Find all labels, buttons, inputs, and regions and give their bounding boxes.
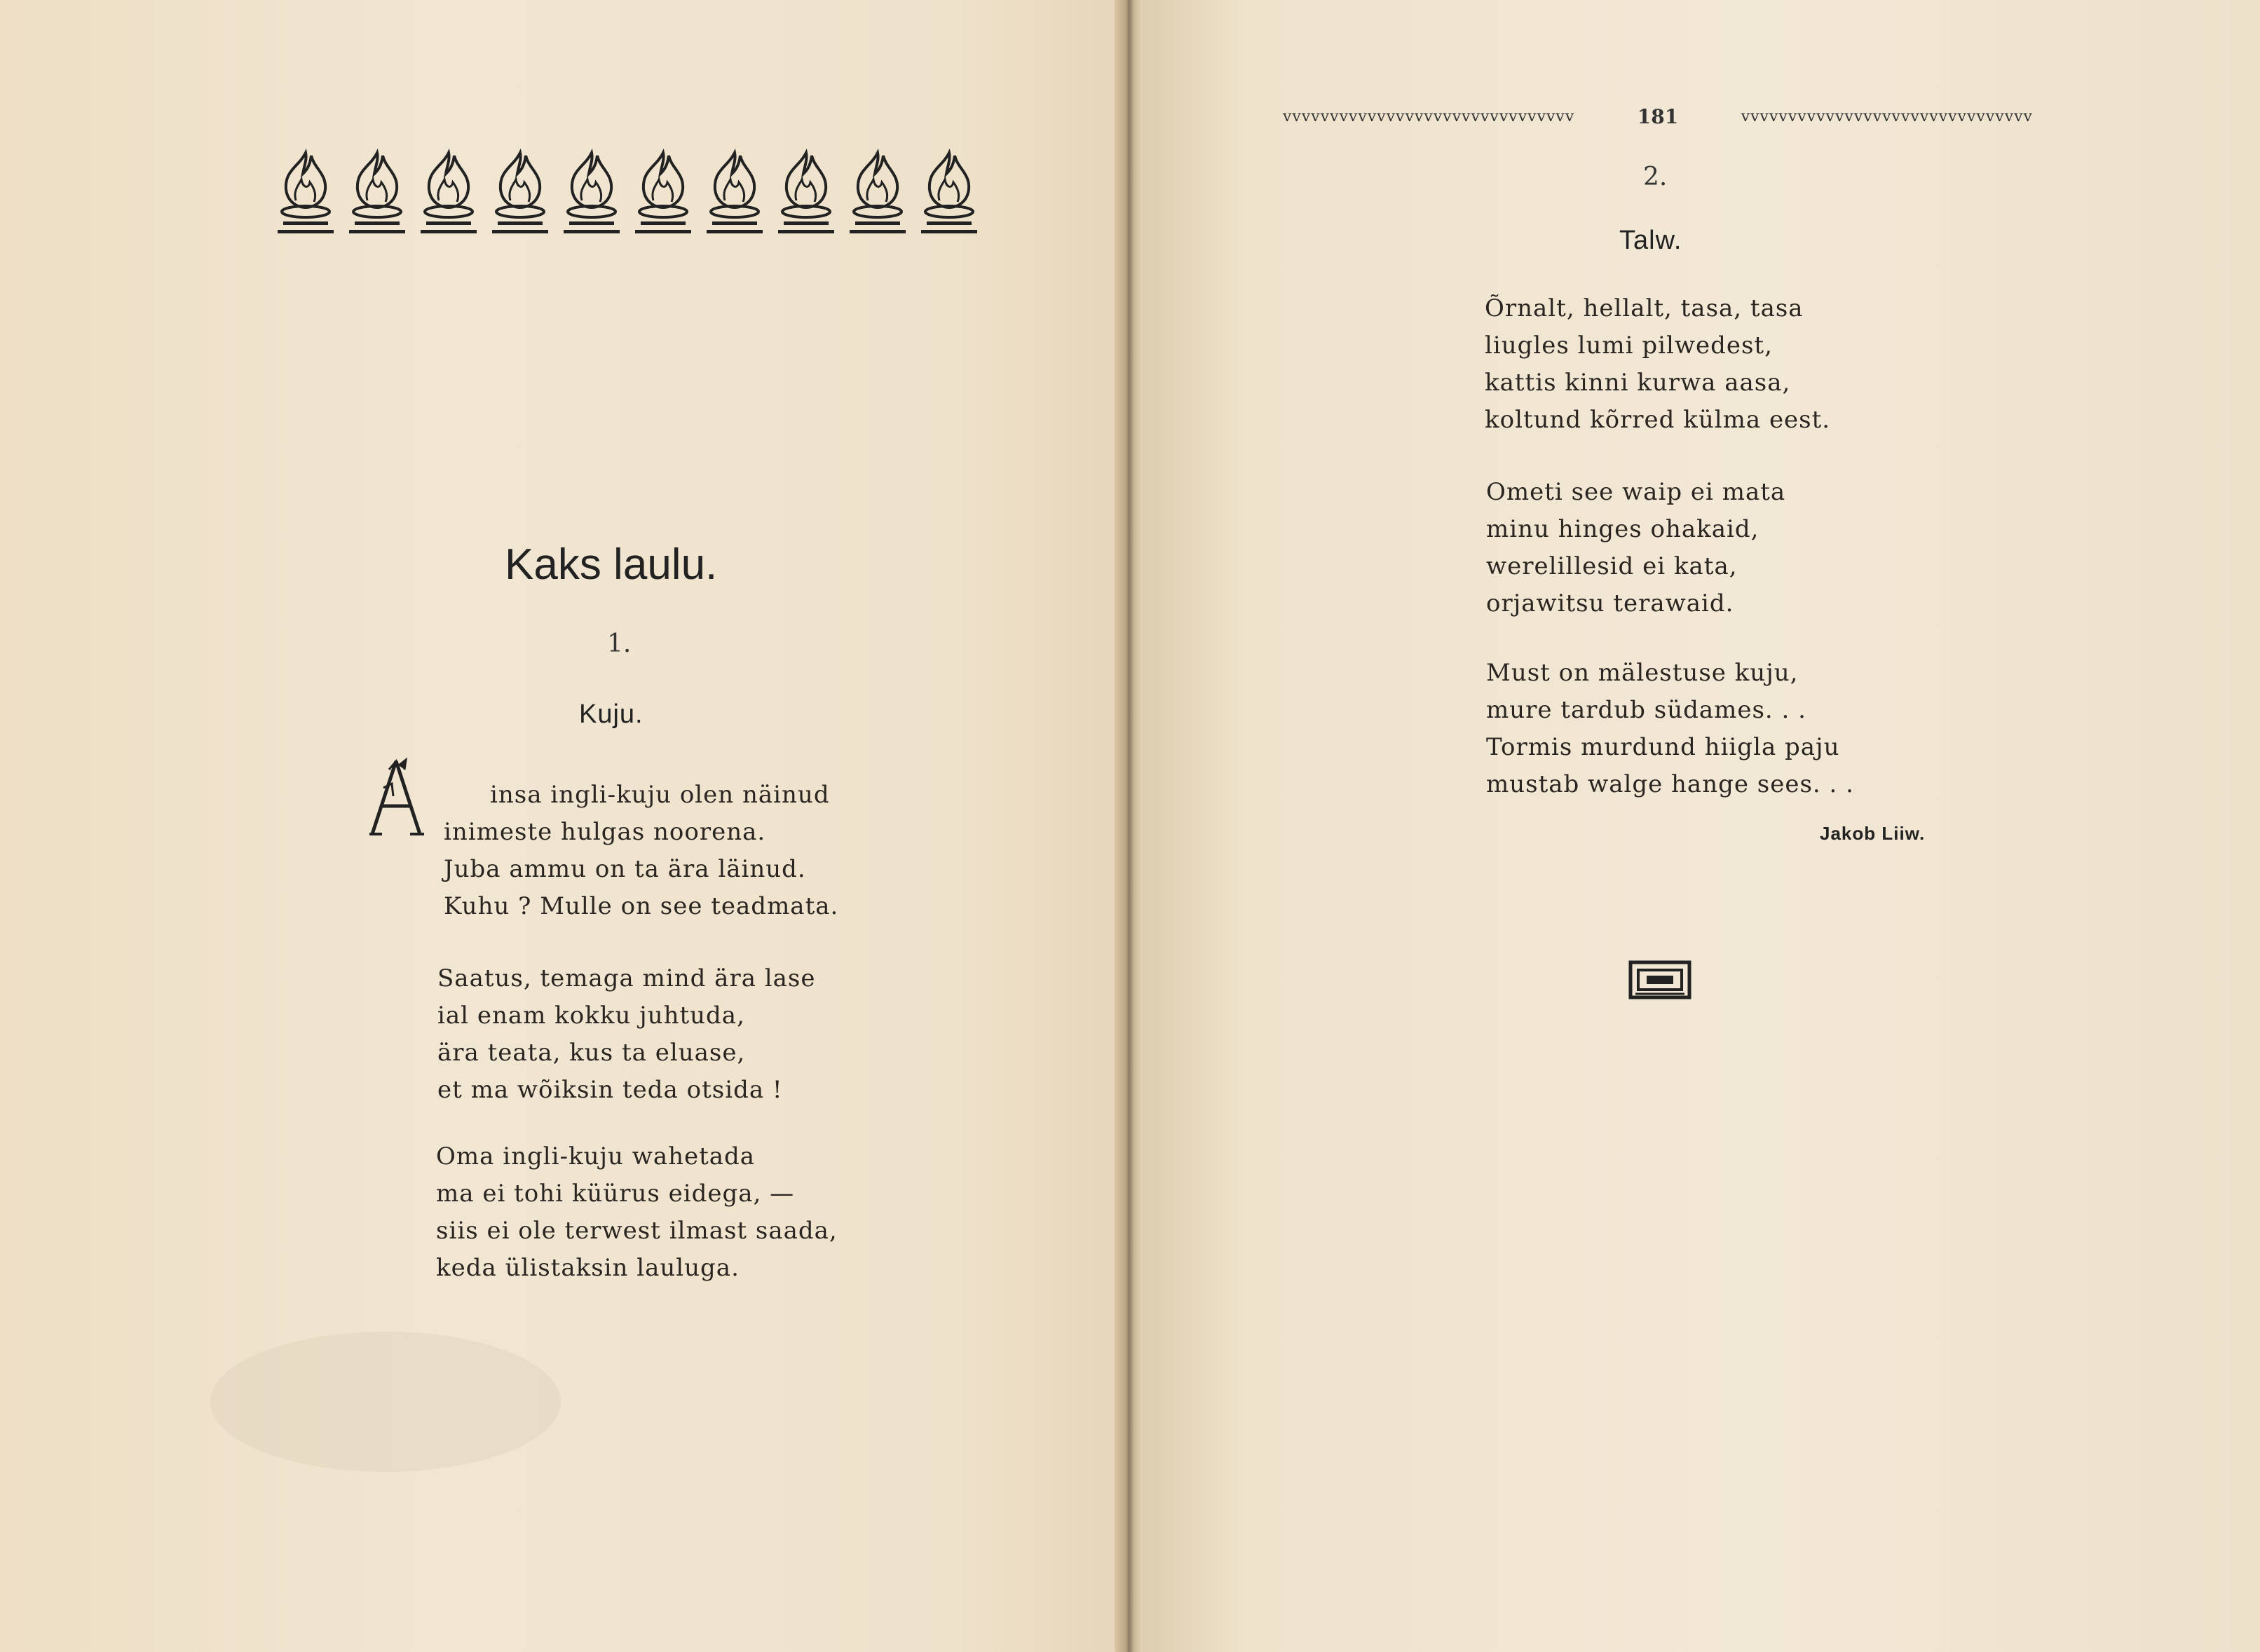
stanza bbox=[1486, 474, 1785, 622]
verse-line: kattis kinni kurwa aasa, bbox=[1485, 369, 1791, 397]
paper-stain bbox=[210, 1332, 561, 1472]
author-signature: Jakob Liiw. bbox=[1820, 823, 1926, 844]
stanza bbox=[1486, 655, 1854, 803]
stanza bbox=[437, 960, 816, 1109]
flame-ornament-icon bbox=[414, 146, 484, 244]
dropcap-a-icon bbox=[368, 756, 424, 840]
running-head-rule: vvvvvvvvvvvvvvvvvvvvvvvvvvvvvvv bbox=[1283, 108, 1575, 125]
flame-ornament-icon bbox=[843, 146, 913, 244]
right-page bbox=[1136, 0, 2260, 1652]
flame-ornament-icon bbox=[271, 146, 341, 244]
poem-number: 1. bbox=[607, 629, 632, 658]
flame-ornament-icon bbox=[628, 146, 698, 244]
verse-line: insa ingli-kuju olen näinud bbox=[490, 781, 830, 809]
stanza bbox=[1485, 290, 1830, 439]
verse-line: Õrnalt, hellalt, tasa, tasa bbox=[1485, 294, 1804, 322]
end-ornament-icon bbox=[1628, 960, 1691, 999]
verse-line: Oma ingli-kuju wahetada bbox=[436, 1142, 756, 1170]
stanza bbox=[436, 1138, 838, 1287]
verse-line: Tormis murdund hiigla paju bbox=[1486, 733, 1840, 761]
poem-number: 2. bbox=[1643, 163, 1668, 191]
flame-ornament-icon bbox=[771, 146, 841, 244]
verse-line: Must on mälestuse kuju, bbox=[1486, 659, 1799, 687]
verse-line: et ma wõiksin teda otsida ! bbox=[437, 1076, 783, 1104]
flame-ornament-icon bbox=[485, 146, 555, 244]
verse-line: minu hinges ohakaid, bbox=[1486, 515, 1759, 543]
flame-ornament-icon bbox=[914, 146, 984, 244]
flame-ornament-icon bbox=[557, 146, 627, 244]
verse-line: orjawitsu terawaid. bbox=[1486, 589, 1734, 617]
verse-line: ära teata, kus ta eluase, bbox=[437, 1039, 746, 1067]
verse-line: siis ei ole terwest ilmast saada, bbox=[436, 1217, 838, 1245]
flame-ornament-icon bbox=[342, 146, 412, 244]
flame-ornament-row bbox=[271, 146, 972, 244]
verse-line: inimeste hulgas noorena. bbox=[444, 818, 766, 846]
verse-line: koltund kõrred külma eest. bbox=[1485, 406, 1831, 434]
verse-line: mure tardub südames. . . bbox=[1486, 696, 1806, 724]
verse-line: mustab walge hange sees. . . bbox=[1486, 770, 1854, 798]
stanza bbox=[423, 777, 838, 925]
verse-line: Juba ammu on ta ära läinud. bbox=[444, 855, 806, 883]
book-gutter bbox=[1115, 0, 1143, 1652]
verse-line: Kuhu ? Mulle on see teadmata. bbox=[444, 892, 839, 920]
verse-line: Saatus, temaga mind ära lase bbox=[437, 964, 816, 992]
poem-heading: Kuju. bbox=[579, 699, 644, 729]
page-title: Kaks laulu. bbox=[505, 540, 718, 589]
poem-heading: Talw. bbox=[1619, 226, 1682, 255]
verse-line: keda ülistaksin lauluga. bbox=[436, 1254, 740, 1282]
verse-line: werelillesid ei kata, bbox=[1486, 552, 1738, 580]
page-number: 181 bbox=[1637, 105, 1679, 128]
verse-line: ial enam kokku juhtuda, bbox=[437, 1002, 745, 1030]
verse-line: ma ei tohi küürus eidega, — bbox=[436, 1180, 795, 1208]
flame-ornament-icon bbox=[700, 146, 770, 244]
verse-line: liugles lumi pilwedest, bbox=[1485, 332, 1773, 360]
running-head-rule: vvvvvvvvvvvvvvvvvvvvvvvvvvvvvvv bbox=[1741, 108, 2033, 125]
verse-line: Ometi see waip ei mata bbox=[1486, 478, 1786, 506]
running-head bbox=[1283, 105, 2033, 128]
